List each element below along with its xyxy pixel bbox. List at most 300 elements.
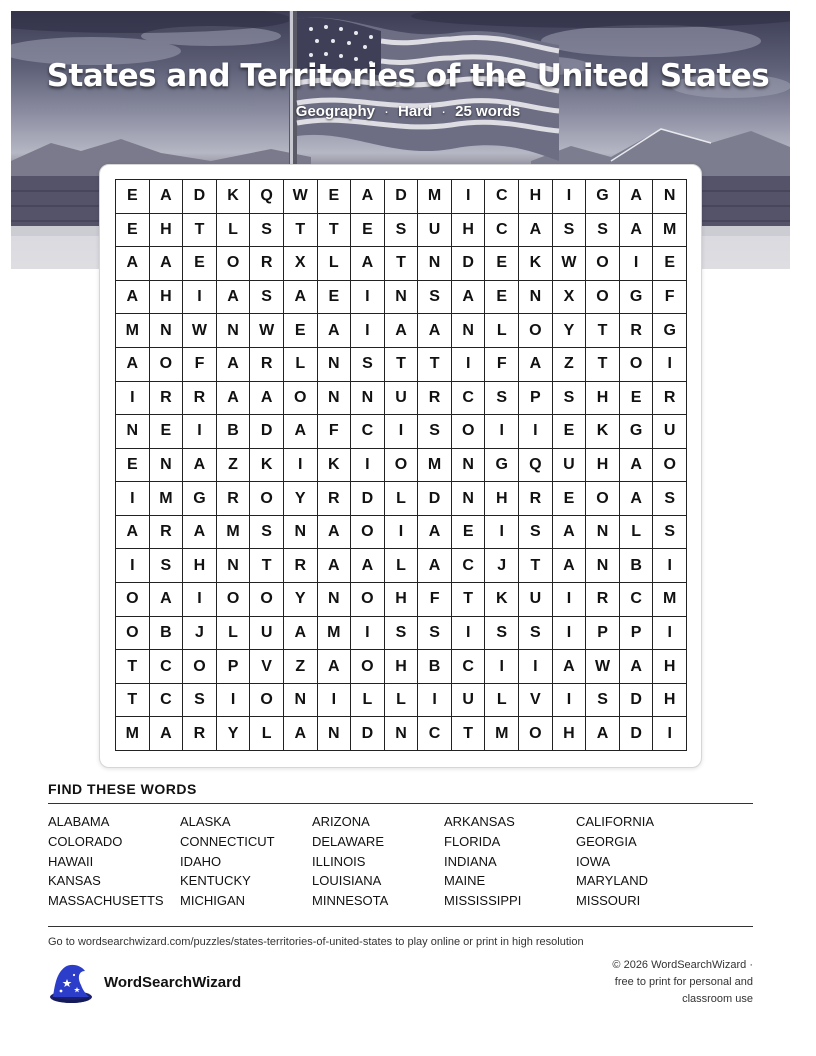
grid-cell[interactable]: A [217,382,251,416]
grid-cell[interactable]: N [284,516,318,550]
grid-cell[interactable]: O [586,247,620,281]
grid-cell[interactable]: L [217,214,251,248]
grid-cell[interactable]: A [217,281,251,315]
grid-cell[interactable]: A [183,449,217,483]
grid-cell[interactable]: E [452,516,486,550]
grid-cell[interactable]: W [183,314,217,348]
grid-cell[interactable]: O [385,449,419,483]
grid-cell[interactable]: I [620,247,654,281]
grid-cell[interactable]: N [150,314,184,348]
grid-cell[interactable]: J [485,549,519,583]
grid-cell[interactable]: N [116,415,150,449]
grid-cell[interactable]: L [385,684,419,718]
grid-cell[interactable]: F [485,348,519,382]
grid-cell[interactable]: H [553,717,587,751]
grid-cell[interactable]: R [150,516,184,550]
grid-cell[interactable]: X [284,247,318,281]
grid-cell[interactable]: F [418,583,452,617]
grid-cell[interactable]: R [586,583,620,617]
grid-cell[interactable]: D [250,415,284,449]
grid-cell[interactable]: U [653,415,687,449]
grid-cell[interactable]: S [553,214,587,248]
grid-cell[interactable]: A [284,281,318,315]
grid-cell[interactable]: L [485,314,519,348]
grid-cell[interactable]: A [150,717,184,751]
grid-cell[interactable]: T [452,717,486,751]
grid-cell[interactable]: M [485,717,519,751]
grid-cell[interactable]: C [150,684,184,718]
grid-cell[interactable]: I [116,382,150,416]
grid-cell[interactable]: H [586,449,620,483]
grid-cell[interactable]: T [586,348,620,382]
grid-cell[interactable]: S [653,482,687,516]
grid-cell[interactable]: D [351,717,385,751]
grid-cell[interactable]: G [183,482,217,516]
grid-cell[interactable]: A [620,650,654,684]
grid-cell[interactable]: I [452,617,486,651]
grid-cell[interactable]: A [553,650,587,684]
grid-cell[interactable]: P [217,650,251,684]
grid-cell[interactable]: R [250,247,284,281]
grid-cell[interactable]: S [418,281,452,315]
grid-cell[interactable]: T [116,684,150,718]
letter-grid[interactable] [115,179,687,751]
grid-cell[interactable]: L [385,482,419,516]
grid-cell[interactable]: I [485,516,519,550]
grid-cell[interactable]: I [553,583,587,617]
grid-cell[interactable]: I [485,415,519,449]
word-item: COLORADO [48,833,123,849]
word-item: CONNECTICUT [180,833,275,849]
grid-cell[interactable]: A [620,180,654,214]
grid-cell[interactable]: A [351,247,385,281]
grid-cell[interactable]: O [351,650,385,684]
grid-cell[interactable]: T [116,650,150,684]
grid-cell[interactable]: N [452,482,486,516]
grid-cell[interactable]: V [250,650,284,684]
grid-cell[interactable]: R [284,549,318,583]
grid-cell[interactable]: S [485,617,519,651]
grid-cell[interactable]: B [620,549,654,583]
grid-cell[interactable]: I [519,415,553,449]
grid-cell[interactable]: N [284,684,318,718]
grid-cell[interactable]: H [653,650,687,684]
grid-cell[interactable]: I [653,717,687,751]
grid-cell[interactable]: R [150,382,184,416]
grid-cell[interactable]: R [183,382,217,416]
puzzle-meta [0,103,816,120]
grid-cell[interactable]: E [284,314,318,348]
grid-cell[interactable]: T [586,314,620,348]
grid-cell[interactable]: I [351,281,385,315]
grid-cell[interactable]: P [519,382,553,416]
grid-cell[interactable]: T [385,247,419,281]
grid-cell[interactable]: C [452,382,486,416]
grid-cell[interactable]: Z [553,348,587,382]
grid-cell[interactable]: U [250,617,284,651]
grid-cell[interactable]: A [284,415,318,449]
grid-cell[interactable]: S [418,415,452,449]
grid-cell[interactable]: F [318,415,352,449]
grid-cell[interactable]: K [318,449,352,483]
grid-cell[interactable]: M [116,717,150,751]
grid-cell[interactable]: A [250,382,284,416]
grid-cell[interactable]: B [150,617,184,651]
grid-cell[interactable]: A [519,348,553,382]
grid-cell[interactable]: O [183,650,217,684]
grid-cell[interactable]: S [519,516,553,550]
grid-cell[interactable]: M [653,214,687,248]
grid-cell[interactable]: L [351,684,385,718]
wizard-hat-icon [45,963,93,1005]
grid-cell[interactable]: R [620,314,654,348]
grid-cell[interactable]: W [586,650,620,684]
grid-cell[interactable]: A [553,549,587,583]
grid-cell[interactable]: A [116,348,150,382]
grid-cell[interactable]: T [452,583,486,617]
grid-cell[interactable]: P [586,617,620,651]
grid-cell[interactable]: I [653,617,687,651]
grid-cell[interactable]: A [385,314,419,348]
grid-cell[interactable]: R [217,482,251,516]
grid-cell[interactable]: N [418,247,452,281]
grid-cell[interactable]: K [217,180,251,214]
grid-cell[interactable]: I [351,449,385,483]
grid-cell[interactable]: N [385,281,419,315]
grid-cell[interactable]: M [418,180,452,214]
grid-cell[interactable]: T [519,549,553,583]
grid-cell[interactable]: F [653,281,687,315]
grid-cell[interactable]: D [452,247,486,281]
grid-cell[interactable]: O [250,583,284,617]
grid-cell[interactable]: I [653,549,687,583]
grid-cell[interactable]: A [150,180,184,214]
grid-cell[interactable]: E [116,214,150,248]
grid-cell[interactable]: H [150,281,184,315]
grid-cell[interactable]: O [116,583,150,617]
grid-cell[interactable]: E [653,247,687,281]
grid-cell[interactable]: Y [284,583,318,617]
grid-cell[interactable]: E [620,382,654,416]
grid-cell[interactable]: T [183,214,217,248]
grid-cell[interactable]: O [586,482,620,516]
grid-cell[interactable]: A [116,247,150,281]
grid-cell[interactable]: T [284,214,318,248]
grid-cell[interactable]: W [553,247,587,281]
grid-cell[interactable]: I [553,180,587,214]
grid-cell[interactable]: I [452,348,486,382]
grid-cell[interactable]: I [385,415,419,449]
grid-cell[interactable]: A [351,180,385,214]
grid-cell[interactable]: A [418,314,452,348]
grid-cell[interactable]: R [183,717,217,751]
grid-cell[interactable]: E [485,247,519,281]
grid-cell[interactable]: S [586,214,620,248]
grid-cell[interactable]: H [519,180,553,214]
grid-cell[interactable]: S [183,684,217,718]
grid-cell[interactable]: E [183,247,217,281]
grid-cell[interactable]: S [586,684,620,718]
grid-cell[interactable]: B [418,650,452,684]
grid-cell[interactable]: E [116,180,150,214]
grid-cell[interactable]: Z [284,650,318,684]
grid-cell[interactable]: G [485,449,519,483]
grid-cell[interactable]: L [217,617,251,651]
grid-cell[interactable]: A [318,549,352,583]
grid-cell[interactable]: H [452,214,486,248]
grid-cell[interactable]: I [519,650,553,684]
grid-cell[interactable]: E [485,281,519,315]
grid-cell[interactable]: H [586,382,620,416]
grid-cell[interactable]: O [519,717,553,751]
grid-cell[interactable]: I [183,583,217,617]
grid-cell[interactable]: I [183,415,217,449]
grid-cell[interactable]: R [250,348,284,382]
word-item: INDIANA [444,853,497,869]
grid-cell[interactable]: D [620,684,654,718]
grid-cell[interactable]: N [150,449,184,483]
grid-cell[interactable]: Y [284,482,318,516]
grid-cell[interactable]: K [586,415,620,449]
grid-cell[interactable]: L [250,717,284,751]
grid-cell[interactable]: A [284,717,318,751]
grid-cell[interactable]: I [553,617,587,651]
grid-cell[interactable]: N [385,717,419,751]
grid-cell[interactable]: X [553,281,587,315]
grid-cell[interactable]: I [653,348,687,382]
grid-cell[interactable]: N [318,583,352,617]
grid-cell[interactable]: A [452,281,486,315]
grid-cell[interactable]: R [653,382,687,416]
grid-cell[interactable]: N [318,348,352,382]
grid-cell[interactable]: S [385,617,419,651]
grid-cell[interactable]: F [183,348,217,382]
grid-cell[interactable]: T [385,348,419,382]
grid-cell[interactable]: E [351,214,385,248]
grid-cell[interactable]: N [452,314,486,348]
grid-cell[interactable]: A [116,281,150,315]
grid-cell[interactable]: A [519,214,553,248]
grid-cell[interactable]: A [418,516,452,550]
grid-cell[interactable]: I [553,684,587,718]
grid-cell[interactable]: M [318,617,352,651]
grid-cell[interactable]: L [318,247,352,281]
grid-cell[interactable]: N [653,180,687,214]
grid-cell[interactable]: E [318,180,352,214]
grid-cell[interactable]: U [385,382,419,416]
grid-cell[interactable]: G [620,281,654,315]
grid-cell[interactable]: G [620,415,654,449]
grid-cell[interactable]: K [519,247,553,281]
grid-cell[interactable]: I [318,684,352,718]
grid-cell[interactable]: S [250,516,284,550]
grid-cell[interactable]: M [653,583,687,617]
grid-cell[interactable]: E [553,415,587,449]
grid-cell[interactable]: O [250,482,284,516]
grid-cell[interactable]: C [150,650,184,684]
grid-cell[interactable]: O [150,348,184,382]
grid-cell[interactable]: L [385,549,419,583]
grid-cell[interactable]: Y [553,314,587,348]
grid-cell[interactable]: L [485,684,519,718]
grid-cell[interactable]: B [217,415,251,449]
grid-cell[interactable]: O [519,314,553,348]
grid-cell[interactable]: W [284,180,318,214]
grid-cell[interactable]: I [217,684,251,718]
grid-cell[interactable]: O [620,348,654,382]
grid-cell[interactable]: Q [519,449,553,483]
grid-cell[interactable]: E [116,449,150,483]
grid-cell[interactable]: A [318,516,352,550]
grid-cell[interactable]: U [553,449,587,483]
grid-cell[interactable]: A [620,214,654,248]
grid-cell[interactable]: M [217,516,251,550]
grid-cell[interactable]: E [553,482,587,516]
grid-cell[interactable]: A [183,516,217,550]
grid-cell[interactable]: H [485,482,519,516]
grid-cell[interactable]: W [250,314,284,348]
grid-cell[interactable]: C [452,549,486,583]
grid-cell[interactable]: Z [217,449,251,483]
grid-cell[interactable]: A [284,617,318,651]
grid-cell[interactable]: A [150,247,184,281]
grid-cell[interactable]: I [183,281,217,315]
grid-cell[interactable]: C [351,415,385,449]
grid-cell[interactable]: T [318,214,352,248]
grid-cell[interactable]: O [586,281,620,315]
grid-cell[interactable]: H [385,650,419,684]
grid-cell[interactable]: S [418,617,452,651]
grid-cell[interactable]: N [519,281,553,315]
grid-cell[interactable]: N [452,449,486,483]
grid-cell[interactable]: H [385,583,419,617]
grid-cell[interactable]: Q [250,180,284,214]
grid-cell[interactable]: G [653,314,687,348]
grid-cell[interactable]: S [385,214,419,248]
grid-cell[interactable]: O [351,583,385,617]
grid-cell[interactable]: S [250,214,284,248]
difficulty-label: Hard [397,103,433,120]
grid-cell[interactable]: H [150,214,184,248]
grid-cell[interactable]: M [116,314,150,348]
grid-cell[interactable]: L [620,516,654,550]
grid-cell[interactable]: N [318,382,352,416]
grid-cell[interactable]: O [250,684,284,718]
copyright-note [573,957,753,1008]
grid-cell[interactable]: C [485,180,519,214]
grid-cell[interactable]: A [418,549,452,583]
grid-cell[interactable]: A [351,549,385,583]
grid-cell[interactable]: J [183,617,217,651]
grid-cell[interactable]: H [183,549,217,583]
grid-cell[interactable]: A [318,650,352,684]
grid-cell[interactable]: S [653,516,687,550]
grid-cell[interactable]: O [452,415,486,449]
grid-cell[interactable]: A [620,449,654,483]
grid-cell[interactable]: D [183,180,217,214]
grid-cell[interactable]: S [485,382,519,416]
grid-cell[interactable]: S [553,382,587,416]
grid-cell[interactable]: D [418,482,452,516]
grid-cell[interactable]: I [385,516,419,550]
grid-cell[interactable]: I [116,482,150,516]
grid-cell[interactable]: I [351,314,385,348]
grid-cell[interactable]: V [519,684,553,718]
grid-cell[interactable]: R [318,482,352,516]
grid-cell[interactable]: T [250,549,284,583]
grid-cell[interactable]: E [150,415,184,449]
grid-cell[interactable]: U [519,583,553,617]
grid-cell[interactable]: S [250,281,284,315]
grid-cell[interactable]: I [418,684,452,718]
grid-cell[interactable]: K [485,583,519,617]
grid-cell[interactable]: U [452,684,486,718]
grid-cell[interactable]: G [586,180,620,214]
grid-cell[interactable]: N [586,549,620,583]
word-item: ILLINOIS [312,853,366,869]
grid-cell[interactable]: H [653,684,687,718]
grid-cell[interactable]: A [620,482,654,516]
page-title: States and Territories of the United States [46,58,770,94]
grid-cell[interactable]: T [418,348,452,382]
grid-cell[interactable]: U [418,214,452,248]
grid-cell[interactable]: Y [217,717,251,751]
grid-cell[interactable]: N [318,717,352,751]
grid-cell[interactable]: I [284,449,318,483]
grid-cell[interactable]: R [519,482,553,516]
grid-cell[interactable]: C [452,650,486,684]
grid-cell[interactable]: M [418,449,452,483]
grid-cell[interactable]: E [318,281,352,315]
grid-cell[interactable]: I [452,180,486,214]
grid-cell[interactable]: D [620,717,654,751]
grid-cell[interactable]: N [586,516,620,550]
grid-cell[interactable]: D [351,482,385,516]
grid-cell[interactable]: K [250,449,284,483]
grid-cell[interactable]: A [318,314,352,348]
grid-cell[interactable]: N [351,382,385,416]
grid-cell[interactable]: S [519,617,553,651]
grid-cell[interactable]: A [586,717,620,751]
grid-cell[interactable]: C [418,717,452,751]
grid-cell[interactable]: N [217,314,251,348]
grid-cell[interactable]: D [385,180,419,214]
grid-cell[interactable]: I [485,650,519,684]
grid-cell[interactable]: I [351,617,385,651]
grid-cell[interactable]: S [351,348,385,382]
grid-cell[interactable]: L [284,348,318,382]
grid-cell[interactable]: P [620,617,654,651]
grid-cell[interactable]: I [116,549,150,583]
grid-cell[interactable]: A [553,516,587,550]
grid-cell[interactable]: S [150,549,184,583]
grid-cell[interactable]: O [351,516,385,550]
grid-cell[interactable]: C [620,583,654,617]
grid-cell[interactable]: M [150,482,184,516]
grid-cell[interactable]: O [653,449,687,483]
grid-cell[interactable]: R [418,382,452,416]
grid-cell[interactable]: A [150,583,184,617]
grid-cell[interactable]: A [116,516,150,550]
grid-cell[interactable]: O [284,382,318,416]
grid-cell[interactable]: O [217,583,251,617]
word-item: ALABAMA [48,814,110,829]
grid-cell[interactable]: A [217,348,251,382]
grid-cell[interactable]: O [116,617,150,651]
grid-cell[interactable]: O [217,247,251,281]
grid-cell[interactable]: C [485,214,519,248]
grid-cell[interactable]: N [217,549,251,583]
